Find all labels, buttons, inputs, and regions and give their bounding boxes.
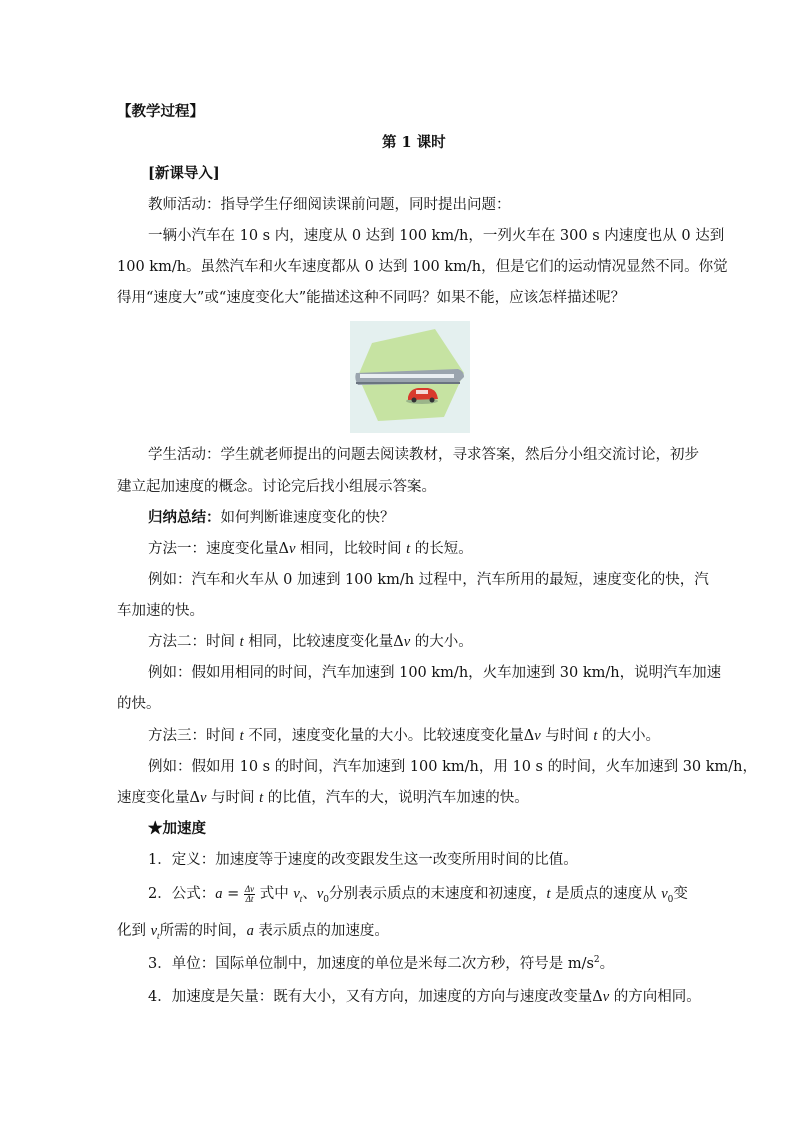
formula-denominator: Δt [245, 893, 254, 904]
definition-item: 1．定义：加速度等于速度的改变跟发生这一改变所用时间的比值。 [148, 852, 578, 868]
method-3 [148, 726, 660, 746]
example-3-text-b: 与时间 [206, 790, 260, 806]
example-2-line-2: 的快。 [117, 696, 161, 712]
formula-sub-t: t [299, 893, 303, 904]
section-heading: 【教学过程】 [117, 103, 204, 120]
acceleration-heading: ★加速度 [148, 820, 206, 837]
method-3-text-b: 不同，速度变化量的大小。比较速度变化量Δ [243, 728, 535, 744]
formula-var-vtb: v [150, 923, 158, 939]
method-2-text-b: 相同，比较速度变化量Δ [243, 634, 404, 650]
example-3-line-2 [117, 788, 529, 808]
method-2-var-t: t [239, 634, 244, 650]
formula-var-t: t [546, 886, 551, 902]
vector-var-v: v [602, 989, 610, 1005]
unit-superscript: 2 [593, 955, 600, 966]
method-3-text-c: 与时间 [540, 728, 594, 744]
vector-text-a: 4．加速度是矢量：既有大小，又有方向，加速度的方向与速度改变量Δ [148, 989, 603, 1005]
formula-sub-tb: t [157, 930, 160, 941]
formula-text-3: 分别表示质点的末速度和初速度， [328, 886, 547, 902]
teacher-activity-line-2: 一辆小汽车在 10 s 内，速度从 0 达到 100 km/h，一列火车在 300 s 内速度也从 0 达到 [148, 228, 725, 244]
formula-line2-text-b: 所需的时间， [159, 923, 247, 939]
method-2-var-v: v [403, 634, 411, 650]
method-2-text-c: 的大小。 [410, 634, 473, 650]
example-3-text-c: 的比值，汽车的大，说明汽车加速的快。 [263, 790, 529, 806]
summary-question: 如何判断谁速度变化的快？ [220, 510, 395, 526]
summary-line [148, 508, 395, 528]
train-car-figure [350, 321, 470, 433]
method-1-text-a: 方法一：速度变化量Δ [148, 541, 289, 557]
formula-text-1: 式中 [255, 886, 294, 902]
method-3-text-d: 的大小。 [597, 728, 661, 744]
formula-var-a: a [215, 886, 223, 902]
vector-item [148, 987, 701, 1007]
formula-sub-0: 0 [323, 894, 329, 905]
example-2-line-1: 例如：假如用相同的时间，汽车加速到 100 km/h，火车加速到 30 km/h，说明汽车加速 [148, 665, 722, 681]
formula-var-vt: v [293, 886, 300, 902]
method-2 [148, 632, 473, 652]
formula-var-v0b: v [661, 886, 668, 902]
unit-item [148, 954, 614, 974]
method-3-var-t: t [239, 728, 244, 744]
vector-text-b: 的方向相同。 [609, 989, 701, 1005]
method-3-var-t2: t [593, 728, 598, 744]
lesson-title: 第 1 课时 [382, 134, 446, 151]
example-3-line-1: 例如：假如用 10 s 的时间，汽车加速到 100 km/h，用 10 s 的时间，火车加速到 30 km/h， [148, 759, 758, 775]
student-activity-line-2: 建立起加速度的概念。讨论完后找小组展示答案。 [117, 479, 436, 495]
example-1-line-1: 例如：汽车和火车从 0 加速到 100 km/h 过程中，汽车所用的最短，速度变化的快，汽 [148, 572, 709, 588]
method-3-var-v: v [534, 728, 541, 744]
formula-equals: = [222, 886, 244, 902]
formula-var-v0: v [316, 886, 324, 902]
example-3-var-v: v [199, 790, 207, 806]
formula-numerator: Δv [244, 883, 255, 894]
formula-text-2: 、 [302, 886, 317, 902]
train-car-illustration [350, 321, 470, 433]
teacher-activity-line-1: 教师活动：指导学生仔细阅读课前问题，同时提出问题： [148, 197, 511, 213]
method-1-text-b: 相同，比较时间 [295, 541, 407, 557]
unit-text-a: 3．单位：国际单位制中，加速度的单位是米每二次方秒，符号是 m/s [148, 956, 594, 972]
method-1-text-c: 的长短。 [410, 541, 473, 557]
intro-heading: [新课导入] [148, 165, 220, 182]
method-1-var-v: v [288, 541, 296, 557]
formula-prefix: 2．公式： [148, 886, 216, 902]
unit-text-b: 。 [599, 956, 615, 972]
formula-line2-text-c: 表示质点的加速度。 [253, 923, 389, 939]
example-3-var-t: t [259, 790, 264, 806]
formula-item-line-2 [117, 921, 389, 941]
formula-var-a2: a [246, 923, 254, 939]
teacher-activity-line-3: 100 km/h。虽然汽车和火车速度都从 0 达到 100 km/h，但是它们的运动情况显然不同。你觉 [117, 259, 728, 275]
formula-line2-text-a: 化到 [117, 923, 151, 939]
formula-text-5: 变 [673, 886, 688, 902]
method-1-var-t: t [406, 541, 411, 557]
example-1-line-2: 车加速的快。 [117, 603, 204, 619]
formula-text-4: 是质点的速度从 [550, 886, 662, 902]
summary-label: 归纳总结： [148, 509, 221, 526]
student-activity-line-1: 学生活动：学生就老师提出的问题去阅读教材，寻求答案，然后分小组交流讨论，初步 [148, 447, 699, 463]
method-1 [148, 539, 473, 559]
formula-fraction [244, 885, 255, 904]
method-2-text-a: 方法二：时间 [148, 634, 240, 650]
teacher-activity-line-4: 得用“速度大”或“速度变化大”能描述这种不同吗？如果不能，应该怎样描述呢？ [117, 290, 626, 306]
formula-item-line-1 [148, 884, 688, 904]
method-3-text-a: 方法三：时间 [148, 728, 240, 744]
formula-sub-0b: 0 [667, 894, 674, 905]
example-3-text-a: 速度变化量Δ [117, 790, 200, 806]
